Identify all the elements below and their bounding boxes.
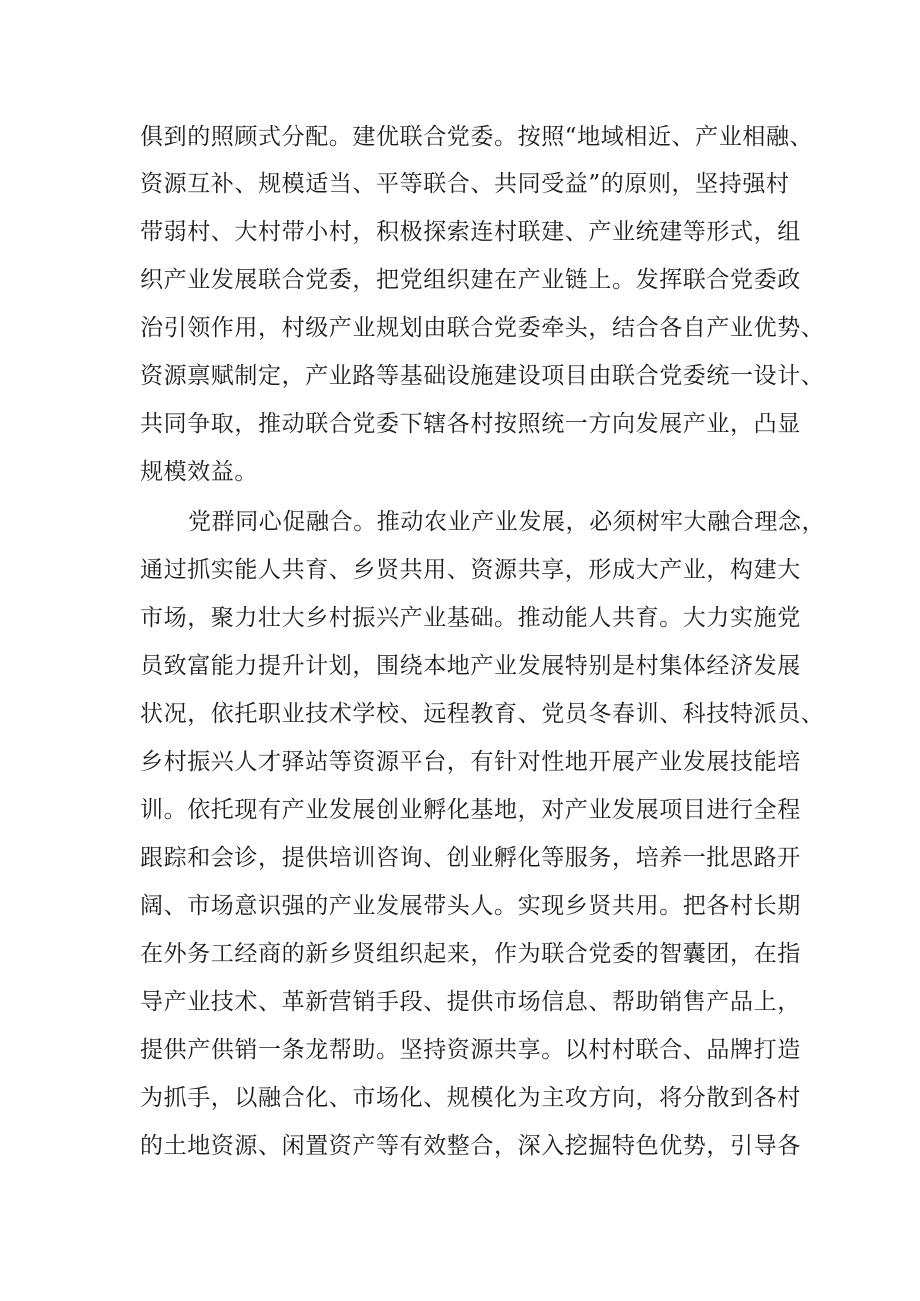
text-line: 通过抓实能人共育、乡贤共用、资源共享，形成大产业，构建大 xyxy=(140,557,801,583)
text-line: 市场，聚力壮大乡村振兴产业基础。推动能人共育。大力实施党 xyxy=(140,605,801,631)
text-line: 织产业发展联合党委，把党组织建在产业链上。发挥联合党委政 xyxy=(140,267,801,293)
text-line: 提供产供销一条龙帮助。坚持资源共享。以村村联合、品牌打造 xyxy=(140,1037,801,1063)
text-line: 共同争取，推动联合党委下辖各村按照统一方向发展产业，凸显 xyxy=(140,411,801,437)
text-line: 规模效益。 xyxy=(140,459,258,485)
text-line: 为抓手，以融合化、市场化、规模化为主攻方向，将分散到各村 xyxy=(140,1085,801,1111)
text-line: 治引领作用，村级产业规划由联合党委牵头，结合各自产业优势、 xyxy=(140,315,825,341)
text-line: 资源互补、规模适当、平等联合、共同受益”的原则，坚持强村 xyxy=(140,171,790,197)
text-line: 跟踪和会诊，提供培训咨询、创业孵化等服务，培养一批思路开 xyxy=(140,845,801,871)
text-line: 员致富能力提升计划，围绕本地产业发展特别是村集体经济发展 xyxy=(140,653,801,679)
text-line: 俱到的照顾式分配。建优联合党委。按照“地域相近、产业相融、 xyxy=(140,124,814,150)
text-line: 状况，依托职业技术学校、远程教育、党员冬春训、科技特派员、 xyxy=(140,701,825,727)
text-line: 资源禀赋制定，产业路等基础设施建设项目由联合党委统一设计、 xyxy=(140,363,825,389)
text-line: 在外务工经商的新乡贤组织起来，作为联合党委的智囊团，在指 xyxy=(140,941,801,967)
text-line: 乡村振兴人才驿站等资源平台，有针对性地开展产业发展技能培 xyxy=(140,749,801,775)
text-line: 训。依托现有产业发展创业孵化基地，对产业发展项目进行全程 xyxy=(140,797,801,823)
text-line: 阔、市场意识强的产业发展带头人。实现乡贤共用。把各村长期 xyxy=(140,893,801,919)
text-line: 带弱村、大村带小村，积极探索连村联建、产业统建等形式，组 xyxy=(140,219,801,245)
text-line: 的土地资源、闲置资产等有效整合，深入挖掘特色优势，引导各 xyxy=(140,1133,801,1159)
text-line: 导产业技术、革新营销手段、提供市场信息、帮助销售产品上， xyxy=(140,989,801,1015)
paragraph-first-line: 党群同心促融合。推动农业产业发展，必须树牢大融合理念， xyxy=(188,509,826,535)
